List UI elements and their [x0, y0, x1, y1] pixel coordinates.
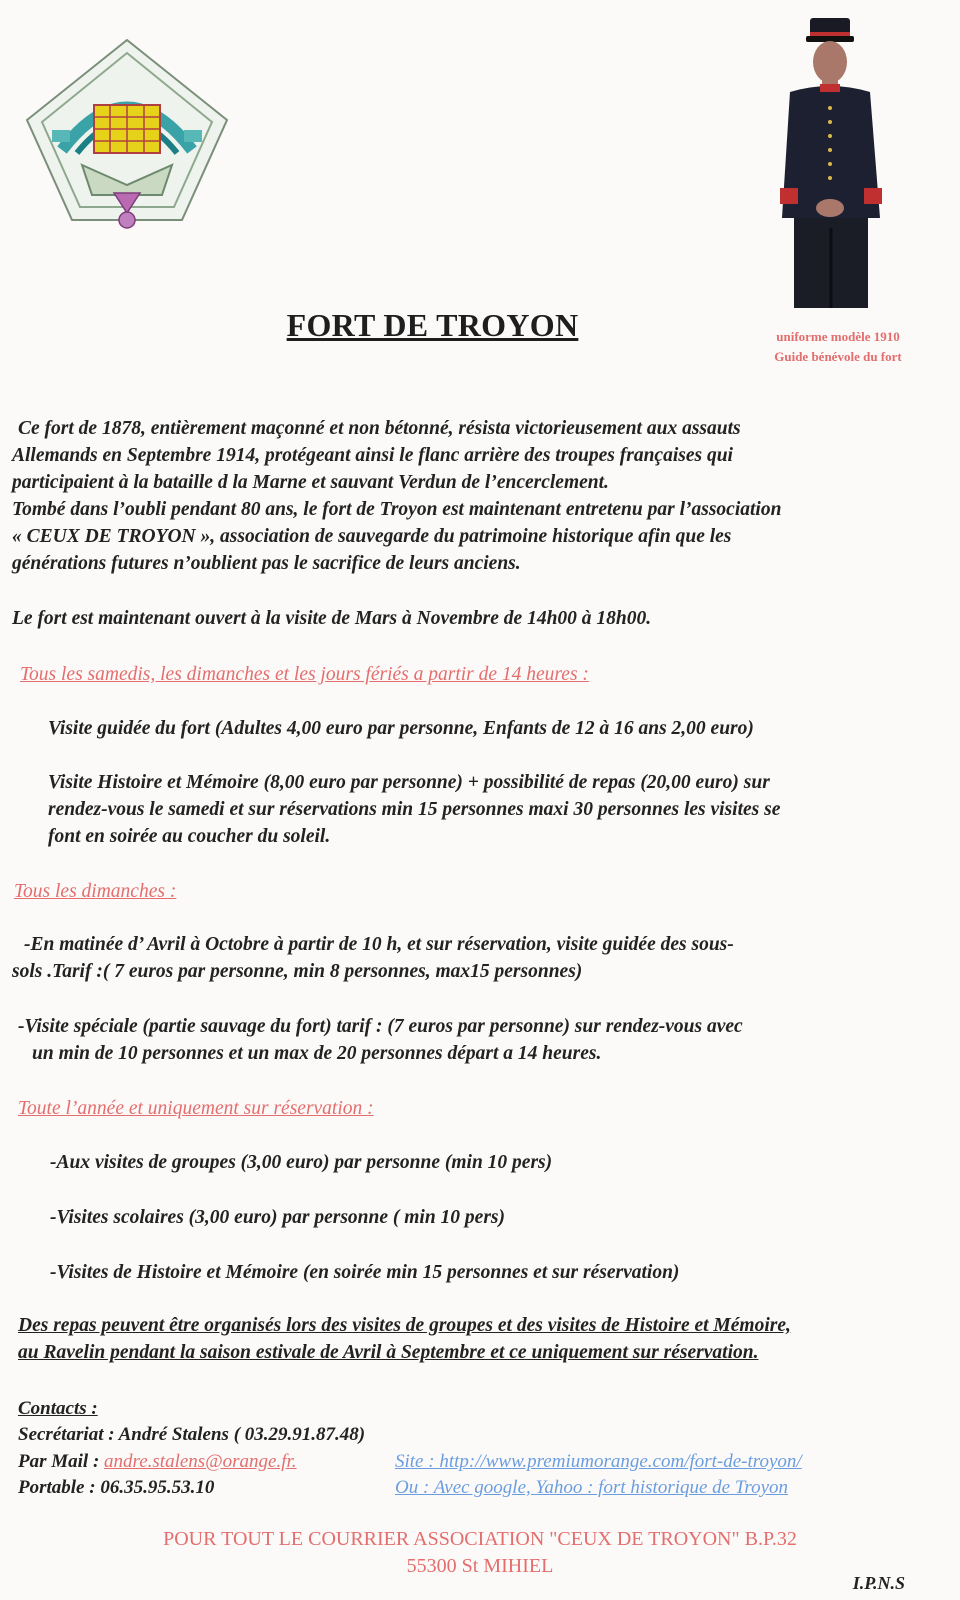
intro-line-1: Ce fort de 1878, entièrement maçonné et non bétonné, résista victorieusement aux assauts	[18, 418, 741, 439]
contacts-heading: Contacts :	[18, 1398, 98, 1419]
section-sunday-heading: Tous les dimanches :	[14, 881, 177, 902]
caption-line-guide: Guide bénévole du fort	[774, 349, 902, 364]
meals-line-1: Des repas peuvent être organisés lors des visites de groupes et des visites de Histoire et Mémoire,	[18, 1315, 791, 1336]
morning-visit-line-2: sols .Tarif :( 7 euros par personne, min 8 personnes, max15 personnes)	[12, 961, 583, 982]
page-title: FORT DE TROYON	[286, 307, 579, 343]
history-visit-line: -Visites de Histoire et Mémoire (en soirée min 15 personnes et sur réservation)	[50, 1262, 680, 1283]
fort-plan-logo	[22, 35, 232, 240]
mailing-address	[0, 1526, 960, 1580]
secretariat-line: Secrétariat : André Stalens ( 03.29.91.87.48)	[18, 1424, 366, 1445]
intro-line-6: générations futures n’oublient pas le sacrifice de leurs anciens.	[12, 553, 521, 574]
mail-line	[18, 1449, 297, 1475]
mobile-line: Portable : 06.35.95.53.10	[18, 1477, 215, 1498]
guided-tour-line: Visite guidée du fort (Adultes 4,00 euro par personne, Enfants de 12 à 16 ans 2,00 euro)	[48, 718, 754, 739]
ipns-mark: I.P.N.S	[852, 1573, 905, 1593]
intro-line-5: « CEUX DE TROYON », association de sauvegarde du patrimoine historique afin que les	[12, 526, 732, 547]
school-visit-line: -Visites scolaires (3,00 euro) par personne ( min 10 pers)	[50, 1207, 506, 1228]
meals-line-2: au Ravelin pendant la saison estivale de Avril à Septembre et ce uniquement sur réservation.	[18, 1342, 759, 1363]
mail-label: Par Mail :	[18, 1451, 100, 1472]
photo-caption	[738, 327, 938, 367]
history-memory-line-2: rendez-vous le samedi et sur réservations min 15 personnes maxi 30 personnes les visites se	[48, 799, 781, 820]
intro-line-2: Allemands en Septembre 1914, protégeant ainsi le flanc arrière des troupes françaises qui	[12, 445, 733, 466]
intro-line-4: Tombé dans l’oubli pendant 80 ans, le fort de Troyon est maintenant entretenu par l’association	[12, 499, 782, 520]
section-yearround-heading: Toute l’année et uniquement sur réservation :	[18, 1098, 374, 1119]
intro-line-3: participaient à la bataille d la Marne et sauvant Verdun de l’encerclement.	[12, 472, 609, 493]
footer-city: 55300 St MIHIEL	[406, 1555, 554, 1577]
section-weekend-heading: Tous les samedis, les dimanches et les jours fériés a partir de 14 heures :	[20, 664, 589, 685]
website-link[interactable]: Site : http://www.premiumorange.com/fort-de-troyon/	[395, 1451, 802, 1472]
special-visit-line-2: un min de 10 personnes et un max de 20 personnes départ a 14 heures.	[32, 1043, 602, 1064]
morning-visit-line-1: -En matinée d’ Avril à Octobre à partir de 10 h, et sur réservation, visite guidée des sous-	[24, 934, 734, 955]
history-memory-line-1: Visite Histoire et Mémoire (8,00 euro par personne) + possibilité de repas (20,00 euro) sur	[48, 772, 770, 793]
guide-photo	[772, 18, 890, 308]
group-visit-line: -Aux visites de groupes (3,00 euro) par personne (min 10 pers)	[50, 1152, 553, 1173]
search-hint-link[interactable]: Ou : Avec google, Yahoo : fort historique de Troyon	[395, 1477, 789, 1498]
opening-hours: Le fort est maintenant ouvert à la visite de Mars à Novembre de 14h00 à 18h00.	[12, 608, 652, 629]
special-visit-line-1: -Visite spéciale (partie sauvage du fort) tarif : (7 euros par personne) sur rendez-vous avec	[18, 1016, 743, 1037]
history-memory-line-3: font en soirée au coucher du soleil.	[48, 826, 331, 847]
email-link[interactable]: andre.stalens@orange.fr.	[104, 1451, 297, 1472]
footer-association: POUR TOUT LE COURRIER ASSOCIATION "CEUX DE TROYON" B.P.32	[163, 1528, 797, 1550]
caption-line-uniform: uniforme modèle 1910	[776, 329, 900, 344]
